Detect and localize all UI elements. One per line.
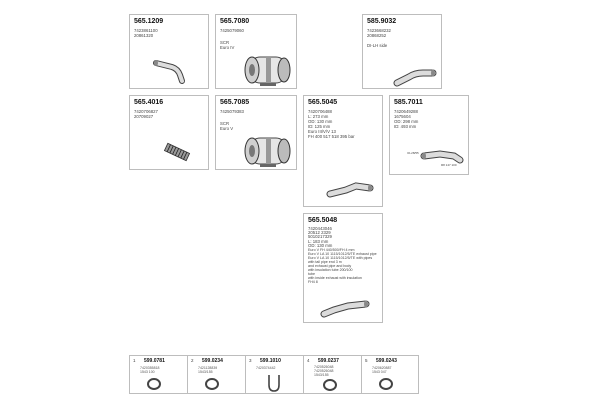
oem-number: 7420526048: [314, 365, 334, 369]
u-bolt-icon: [266, 373, 282, 393]
oem-number: 7425079060: [220, 28, 244, 33]
part-card-585-9032[interactable]: [362, 14, 442, 89]
part-number: 599.0781: [144, 357, 165, 364]
tail-pipe-image: [326, 176, 376, 200]
spec-line: DI-LH side: [367, 43, 388, 48]
oem-number: 20868252: [367, 33, 387, 38]
spec-line: SCR: [220, 40, 230, 45]
part-card-585-7011[interactable]: [389, 95, 469, 175]
spec-line: Euro V: [220, 126, 234, 131]
spec-line: SCR: [220, 121, 230, 126]
oem-number: 1543 100: [140, 370, 155, 374]
oem-number: 7420526048: [314, 369, 334, 373]
part-number: 585.7011: [394, 99, 423, 106]
item-number: 5: [365, 358, 368, 363]
oem-number: 7420706827: [134, 109, 158, 114]
part-card-565-7080[interactable]: [215, 14, 297, 89]
part-number: 599.0243: [376, 357, 397, 364]
part-card-565-7085[interactable]: [215, 95, 297, 170]
clamp-ring-icon: [146, 376, 162, 392]
spec-line: and exhaust pipe and body: [308, 264, 352, 268]
exhaust-pipe-image: [393, 63, 437, 87]
exhaust-bend-pipe-image: [152, 57, 194, 85]
spec-line: Euro V FH 440/500/FH 4 mm: [308, 248, 355, 252]
oem-number: 7421128839: [198, 366, 218, 370]
oem-number: 7420443046: [308, 226, 332, 231]
spec-line: tube: [308, 272, 315, 276]
oem-number: 5010217329: [308, 234, 332, 239]
part-card-565-5045[interactable]: [303, 95, 383, 207]
flex-pipe-image: [162, 140, 192, 164]
part-number: 585.9032: [367, 18, 397, 25]
clamp-ring-icon: [322, 378, 338, 392]
oem-number: 7420649288: [394, 109, 418, 114]
spec-line: Euro IV: [220, 45, 235, 50]
spec-line: FH 400 517 518 395 bar: [308, 134, 355, 139]
oem-number: 7423668232: [367, 28, 391, 33]
part-number: 565.1209: [134, 18, 164, 25]
oem-number: 1675604: [394, 114, 411, 119]
part-number: 565.7080: [220, 18, 250, 25]
part-card-565-5048[interactable]: [303, 213, 383, 323]
oem-number: 7420374442: [256, 366, 276, 370]
part-number: 565.4016: [134, 99, 164, 106]
spec-line: L: 183 mm: [308, 239, 329, 244]
outlet-pipe-image: [420, 148, 464, 168]
item-number: 3: [249, 358, 252, 363]
spec-line: Euro V LA 10 1115/1012/5/TE exhaust pipe: [308, 252, 377, 256]
clamp-ring-icon: [378, 376, 394, 392]
part-number: 599.1010: [260, 357, 281, 364]
part-number: 565.5045: [308, 99, 338, 106]
spec-line: with inside exhaust with insulation: [308, 276, 362, 280]
muffler-image: [242, 134, 294, 170]
spec-line: Euro V LA 10 1115/1012/5/TE with pipes: [308, 256, 373, 260]
part-number: 565.7085: [220, 99, 250, 106]
item-number: 2: [191, 358, 194, 363]
spec-line: ID: 493 mm: [394, 124, 417, 129]
pipe-label: R8 147 100: [441, 163, 457, 167]
tail-pipe-image: [320, 298, 372, 320]
part-card-565-4016[interactable]: [129, 95, 209, 170]
oem-number: 7425079383: [220, 109, 244, 114]
spec-line: OD: 298 mm: [394, 119, 419, 124]
oem-number: 1543 047: [372, 370, 387, 374]
oem-number: 20512 2329: [308, 230, 331, 235]
accessory-strip: [129, 355, 419, 394]
accessory-item-5[interactable]: [362, 356, 420, 393]
muffler-image: [242, 53, 294, 89]
part-number: 599.0237: [318, 357, 339, 364]
oem-number: 7420706488: [308, 109, 332, 114]
spec-line: ID: 125 mm: [308, 124, 331, 129]
accessory-item-1[interactable]: [130, 356, 188, 393]
spec-line: Euro III/V/V 13: [308, 129, 336, 134]
accessory-item-2[interactable]: [188, 356, 246, 393]
spec-line: with tail pipe end 3 m: [308, 260, 342, 264]
spec-line: OD: 130 mm: [308, 243, 333, 248]
item-number: 1: [133, 358, 136, 363]
oem-number: 1543/155: [198, 370, 213, 374]
oem-number: 20861320: [134, 33, 154, 38]
spec-line: FH4 8: [308, 280, 318, 284]
spec-line: OD: 130 mm: [308, 119, 333, 124]
accessory-item-3[interactable]: [246, 356, 304, 393]
spec-line: with insulation tube 200/100: [308, 268, 353, 272]
oem-number: 7420620887: [372, 366, 392, 370]
oem-number: 7420355818: [140, 366, 160, 370]
accessory-item-4[interactable]: [304, 356, 362, 393]
oem-number: 7423861100: [134, 28, 158, 33]
oem-number: 1543/155: [314, 373, 329, 377]
spec-line: L: 273 mm: [308, 114, 329, 119]
clamp-ring-icon: [204, 376, 220, 392]
part-number: 565.5048: [308, 217, 338, 224]
part-number: 599.0234: [202, 357, 223, 364]
oem-number: 20709027: [134, 114, 154, 119]
item-number: 4: [307, 358, 310, 363]
pipe-label: IO-28/55: [407, 151, 419, 155]
part-card-565-1209[interactable]: [129, 14, 209, 89]
